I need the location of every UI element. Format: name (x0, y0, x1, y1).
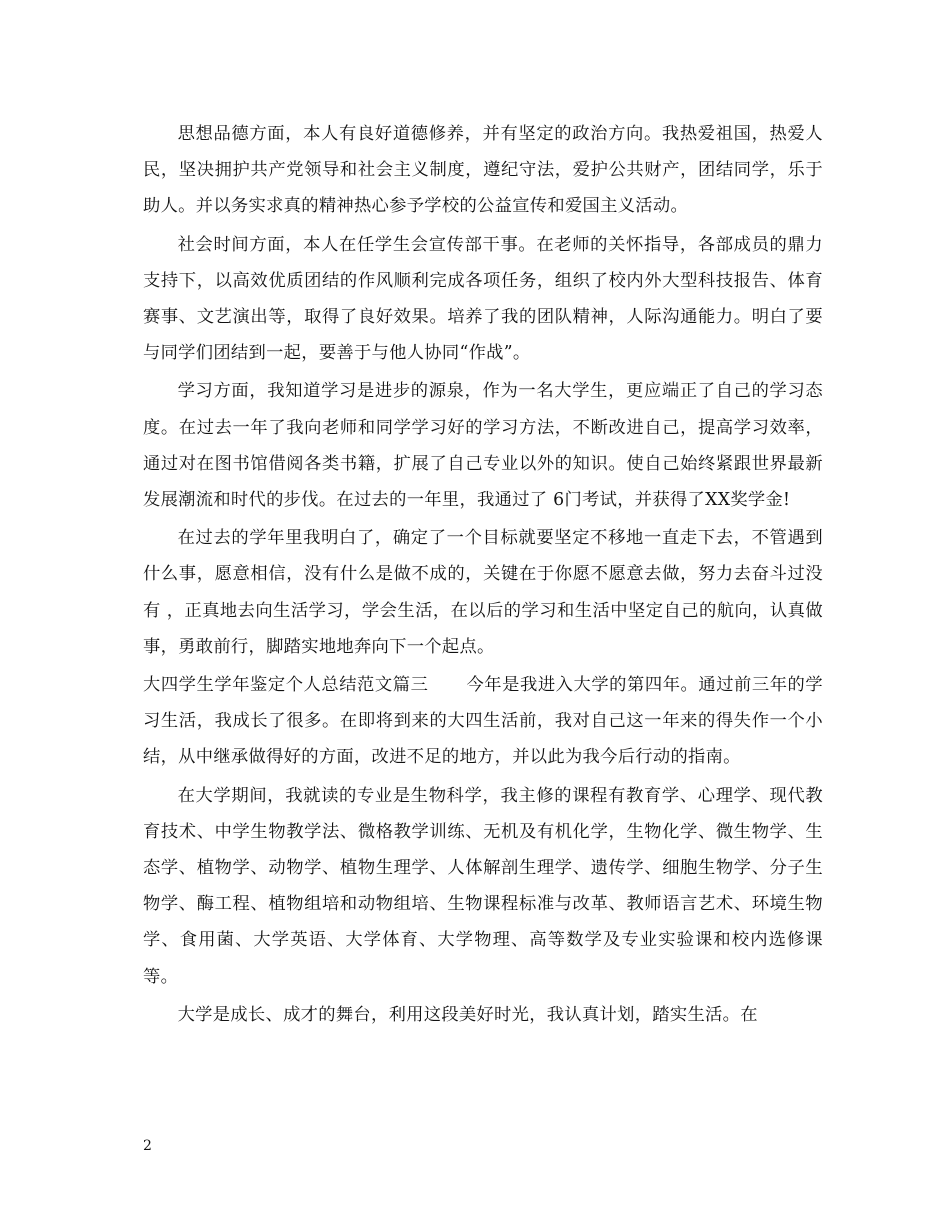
page-number: 2 (143, 1138, 152, 1154)
section-three (143, 667, 823, 776)
paragraph-social: 社会时间方面，本人在任学生会宣传部干事。在老师的关怀指导，各部成员的鼎力支持下，以高效优质团结的作风顺利完成各项任务，组织了校内外大型科技报告、体育赛事、文艺演出等，取得了良好效果。培养了我的团队精神，人际沟通能力。明白了要与同学们团结到一起，要善于与他人协同“作战”。 (143, 234, 823, 364)
document-body (143, 116, 823, 1035)
paragraph-courses: 在大学期间，我就读的专业是生物科学，我主修的课程有教育学、心理学、现代教育技术、中学生物教学法、微格教学训练、无机及有机化学，生物化学、微生物学、生态学、植物学、动物学、植物生理学、人体解剖生理学、遗传学、细胞生物学、分子生物学、酶工程、植物组培和动物组培、生物课程标准与改革、教师语言艺术、环境生物学、食用菌、大学英语、大学体育、大学物理、高等数学及专业实验课和校内选修课等。 (143, 785, 823, 987)
paragraph-stage: 大学是成长、成才的舞台，利用这段美好时光，我认真计划，踏实生活。在 (177, 1004, 758, 1025)
paragraph-moral: 思想品德方面，本人有良好道德修养，并有坚定的政治方向。我热爱祖国，热爱人民，坚决拥护共产党领导和社会主义制度，遵纪守法，爱护公共财产，团结同学，乐于助人。并以务实求真的精神热心参予学校的公益宣传和爱国主义活动。 (143, 124, 823, 217)
paragraph-study: 学习方面，我知道学习是进步的源泉，作为一名大学生，更应端正了自己的学习态度。在过去一年了我向老师和同学学习好的学习方法，不断改进自己，提高学习效率，通过对在图书馆借阅各类书籍，扩展了自己专业以外的知识。使自己始终紧跟世界最新发展潮流和时代的步伐。在过去的一年里，我通过了 6门考试，并获得了XX奖学金! (143, 381, 823, 511)
section-heading: 大四学生学年鉴定个人总结范文篇三 (143, 675, 429, 696)
paragraph-reflection: 在过去的学年里我明白了，确定了一个目标就要坚定不移地一直走下去，不管遇到什么事，愿意相信，没有什么是做不成的，关键在于你愿不愿意去做，努力去奋斗过没有 ，正真地去向生活学习，学会生活，在以后的学习和生活中坚定自己的航向，认真做事，勇敢前行，脚踏实地地奔向下一个起点。 (143, 528, 823, 657)
section-intro: 今年是我进入大学的第四年。通过前三年的学习生活，我成长了很多。在即将到来的大四生活前，我对自己这一年来的得失作一个小结，从中继承做得好的方面，改进不足的地方，并以此为我今后行动的指南。 (143, 675, 823, 768)
